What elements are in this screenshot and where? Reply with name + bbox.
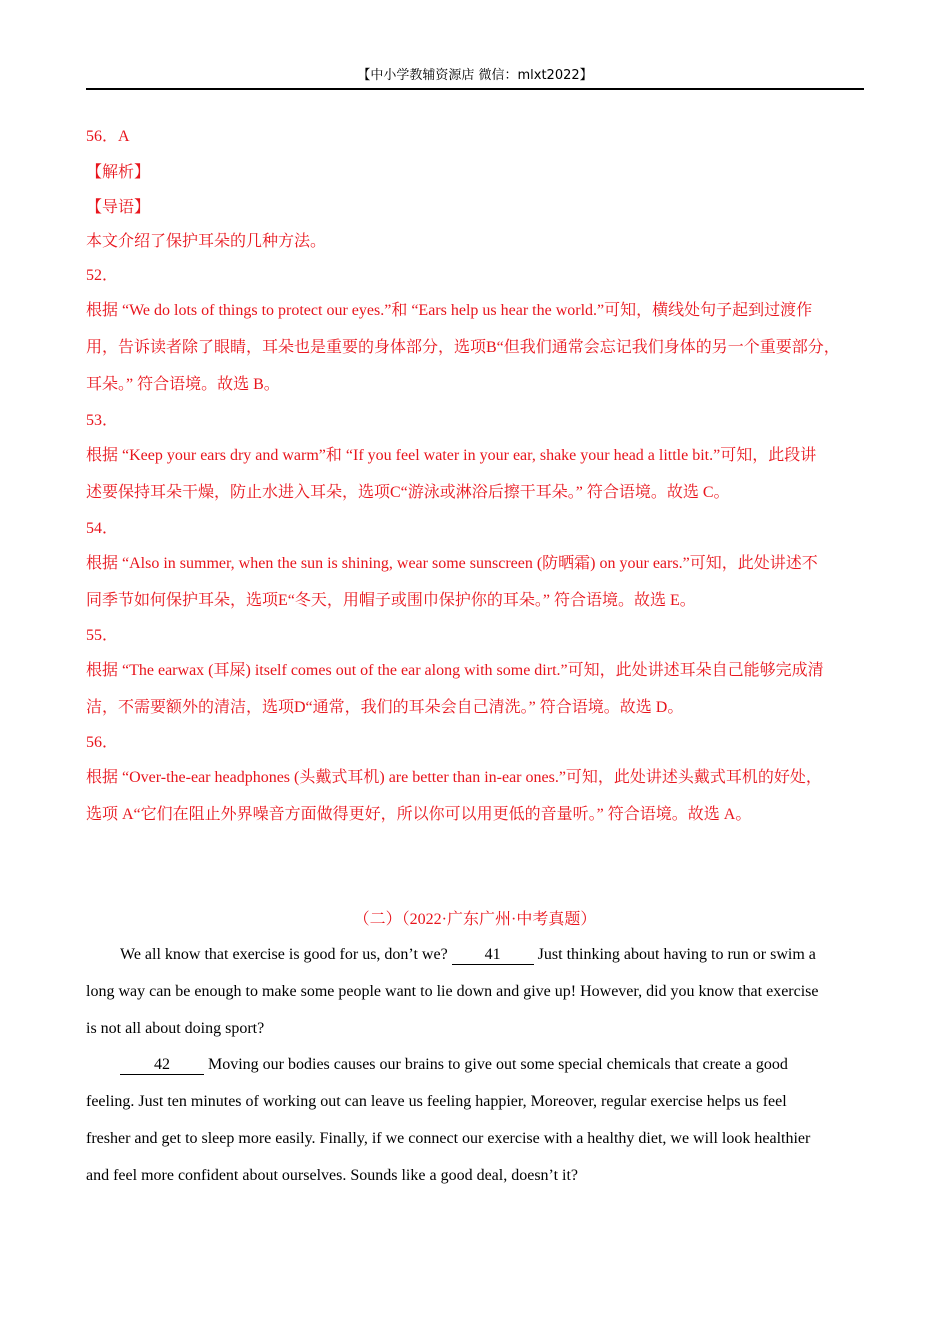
q56-explanation: [86, 768, 870, 842]
guide-label: 【导语】: [86, 199, 151, 216]
q54-line-2: 同季节如何保护耳朵，选项E“冬天，用帽子或围巾保护你的耳朵。” 符合语境。故选 E。: [86, 592, 696, 609]
p1-line-3: is not all about doing sport?: [86, 1020, 265, 1037]
q53-line-1: 根据 “Keep your ears dry and warm”和 “If you feel water in your ear, shake your head a little bit.”可知，此段讲: [86, 447, 817, 464]
passage-paragraph-2: [86, 1055, 870, 1203]
q53-explanation: [86, 446, 870, 520]
p2-line-4: and feel more confident about ourselves. Sounds like a good deal, doesn’t it?: [86, 1167, 579, 1184]
q52-line-1: 根据 “We do lots of things to protect our eyes.”和 “Ears help us hear the world.”可知，横线处句子起到过渡作: [86, 302, 813, 319]
intro-text: 本文介绍了保护耳朵的几种方法。: [86, 233, 327, 250]
q53-line-2: 述要保持耳朵干燥，防止水进入耳朵，选项C“游泳或淋浴后擦干耳朵。” 符合语境。故选 C。: [86, 484, 730, 501]
q56-number: 56．: [86, 734, 119, 751]
p1-line-1: [86, 945, 870, 982]
blank-42: 42: [120, 1056, 204, 1075]
q55-number: 55．: [86, 627, 119, 644]
q52-line-3: 耳朵。” 符合语境。故选 B。: [86, 376, 280, 393]
q54-line-1: 根据 “Also in summer, when the sun is shining, wear some sunscreen (防晒霜) on your ears.”可知，此处讲述不: [86, 555, 818, 572]
blank-41: 41: [452, 946, 534, 965]
q55-explanation: [86, 661, 870, 735]
q54-number: 54．: [86, 520, 119, 537]
p1-line-2: long way can be enough to make some people want to lie down and give up! However, did you know that exercise: [86, 983, 819, 1000]
q55-line-1: 根据 “The earwax (耳屎) itself comes out of the ear along with some dirt.”可知，此处讲述耳朵自己能够完成清: [86, 662, 824, 679]
q53-number: 53．: [86, 412, 119, 429]
analysis-label: 【解析】: [86, 164, 151, 181]
header-text: 【中小学教辅资源店 微信：mlxt2022】: [357, 68, 593, 83]
p2-post-text: Moving our bodies causes our brains to give out some special chemicals that create a good: [204, 1056, 788, 1073]
p2-line-1: [86, 1055, 870, 1092]
q56-line-1: 根据 “Over-the-ear headphones (头戴式耳机) are better than in-ear ones.”可知，此处讲述头戴式耳机的好处，: [86, 769, 822, 786]
p1-pre-text: We all know that exercise is good for us, don’t we?: [120, 946, 452, 963]
page-header: [86, 66, 864, 90]
passage-paragraph-1: [86, 945, 870, 1056]
p2-line-2: feeling. Just ten minutes of working out can leave us feeling happier, Moreover, regular exercise helps us feel: [86, 1093, 787, 1110]
p2-line-3: fresher and get to sleep more easily. Finally, if we connect our exercise with a healthy diet, we will look healthier: [86, 1130, 811, 1147]
q56-line-2: 选项 A“它们在阻止外界噪音方面做得更好，所以你可以用更低的音量听。” 符合语境。故选 A。: [86, 806, 752, 823]
q54-explanation: [86, 554, 870, 628]
q52-explanation: [86, 301, 870, 412]
p1-post-text: Just thinking about having to run or swim a: [533, 946, 816, 963]
section-title: （二）（2022·广东广州·中考真题）: [353, 911, 597, 928]
answer-line: 56．A: [86, 128, 130, 145]
q52-line-2: 用，告诉读者除了眼睛，耳朵也是重要的身体部分，选项B“但我们通常会忘记我们身体的另一个重要部分，: [86, 339, 840, 356]
q55-line-2: 洁，不需要额外的清洁，选项D“通常，我们的耳朵会自己清洗。” 符合语境。故选 D。: [86, 699, 684, 716]
q52-number: 52．: [86, 267, 119, 284]
